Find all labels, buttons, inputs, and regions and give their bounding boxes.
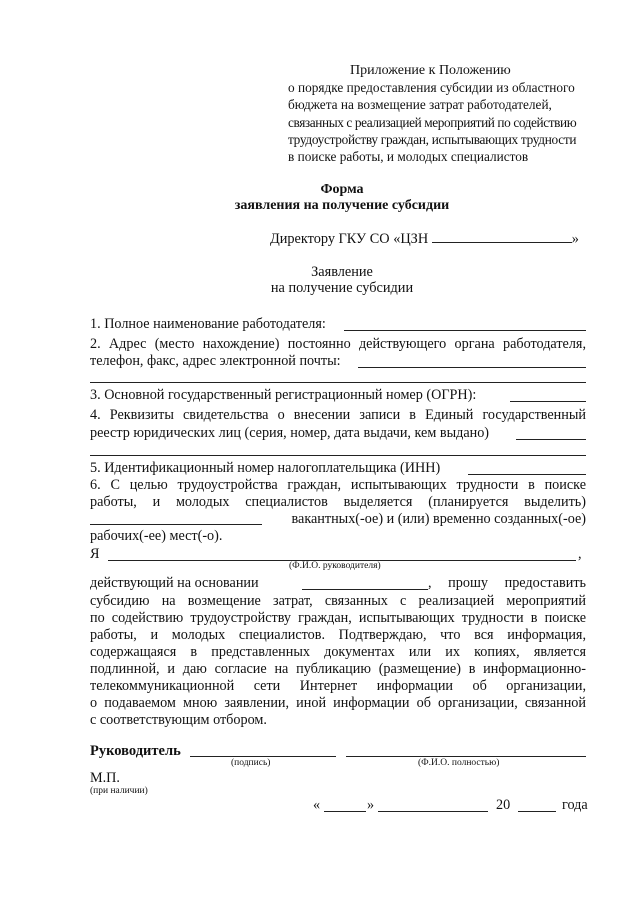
contacts-field[interactable]: [358, 367, 586, 368]
date-year-prefix: 20: [496, 797, 511, 813]
item-workplaces: 6. С целью трудоустройства граждан, испытывающих трудности в поиске: [90, 477, 586, 493]
pronoun-ya: Я: [90, 546, 100, 562]
seal-note: (при наличии): [90, 786, 148, 796]
appendix-line: в поиске работы, и молодых специалистов: [288, 149, 529, 165]
signatory-name-field[interactable]: [346, 756, 586, 757]
signature-caption: (подпись): [231, 758, 271, 768]
appendix-header: [288, 62, 588, 165]
registry-field-line2[interactable]: [90, 455, 586, 456]
body-line: телекоммуникационной сети Интернет информации об организации,: [90, 678, 586, 694]
signature-field[interactable]: [190, 756, 336, 757]
seal-label: М.П.: [90, 770, 120, 786]
body-line: подлинной, и даю согласие на публикацию (размещение) в информационно-: [90, 661, 586, 677]
fio-caption: (Ф.И.О. руководителя): [289, 561, 381, 571]
full-name-caption: (Ф.И.О. полностью): [418, 758, 500, 768]
employer-name-field[interactable]: [344, 330, 586, 331]
item-workplaces-line3: вакантных(-ое) и (или) временно созданных(-ое): [291, 511, 586, 527]
registry-field[interactable]: [516, 439, 586, 440]
body-line: о подаваемом мною заявлении, иной информации об организации, связанной: [90, 695, 586, 711]
czn-name-field[interactable]: [432, 230, 572, 243]
body-line: с соответствующим отбором.: [90, 712, 267, 728]
appendix-line: бюджета на возмещение затрат работодателей,: [288, 97, 552, 113]
appendix-line: связанных с реализацией мероприятий по содействию: [288, 114, 577, 130]
body-line-basis: действующий на основании: [90, 575, 259, 591]
appendix-title: Приложение к Положению: [350, 63, 511, 78]
statement-title: Заявление: [311, 264, 373, 280]
item-address: 2. Адрес (место нахождение) постоянно действующего органа работодателя,: [90, 336, 586, 352]
workplaces-count-field[interactable]: [90, 524, 262, 525]
item-label: реестр юридических лиц (серия, номер, дата выдачи, кем выдано): [90, 425, 490, 441]
addressee-text: Директору ГКУ СО «ЦЗН: [270, 231, 429, 247]
appendix-line: трудоустройству граждан, испытывающих трудности: [288, 131, 577, 147]
inn-field[interactable]: [468, 474, 586, 475]
item-label: 3. Основной государственный регистрационный номер (ОГРН):: [90, 387, 477, 403]
form-subtitle: заявления на получение субсидии: [234, 198, 450, 213]
contacts-field-line2[interactable]: [90, 382, 586, 383]
signature-label: Руководитель: [90, 743, 181, 759]
comma: ,: [578, 546, 582, 562]
date-close-quote: »: [367, 797, 375, 813]
item-registry-details: [90, 424, 586, 442]
statement-subtitle: на получение субсидии: [270, 280, 414, 296]
item-label: 5. Идентификационный номер налогоплательщика (ИНН): [90, 460, 441, 476]
addressee-close-quote: »: [571, 231, 579, 247]
basis-field[interactable]: [302, 589, 428, 590]
date-month-field[interactable]: [378, 811, 488, 812]
date-day-field[interactable]: [324, 811, 366, 812]
item-workplaces-line4: рабочих(-ее) мест(-о).: [90, 528, 223, 544]
body-line-request: , прошу предоставить: [428, 575, 586, 591]
appendix-line: о порядке предоставления субсидии из областного: [288, 80, 575, 96]
addressee-line: [270, 230, 579, 248]
date-year-field[interactable]: [518, 811, 556, 812]
item-label: телефон, факс, адрес электронной почты:: [90, 353, 341, 369]
item-label: 1. Полное наименование работодателя:: [90, 316, 326, 332]
form-title: Форма: [320, 182, 364, 197]
body-line: по содействию трудоустройству граждан, испытывающих трудности в поиске: [90, 610, 586, 626]
body-line: содержащаяся в представленных документах или их копиях, является: [90, 644, 586, 660]
item-registry: 4. Реквизиты свидетельства о внесении записи в Единый государственный: [90, 407, 586, 423]
date-year-suffix: года: [562, 797, 588, 813]
date-open-quote: «: [313, 797, 321, 813]
body-line: работы, и молодых специалистов. Подтверждаю, что вся информация,: [90, 627, 586, 643]
body-line: субсидию на возмещение затрат, связанных с реализацией мероприятий: [90, 593, 586, 609]
ogrn-field[interactable]: [510, 401, 586, 402]
item-workplaces-line2: работы, и молодых специалистов выделяется (планируется выделить): [90, 494, 586, 510]
